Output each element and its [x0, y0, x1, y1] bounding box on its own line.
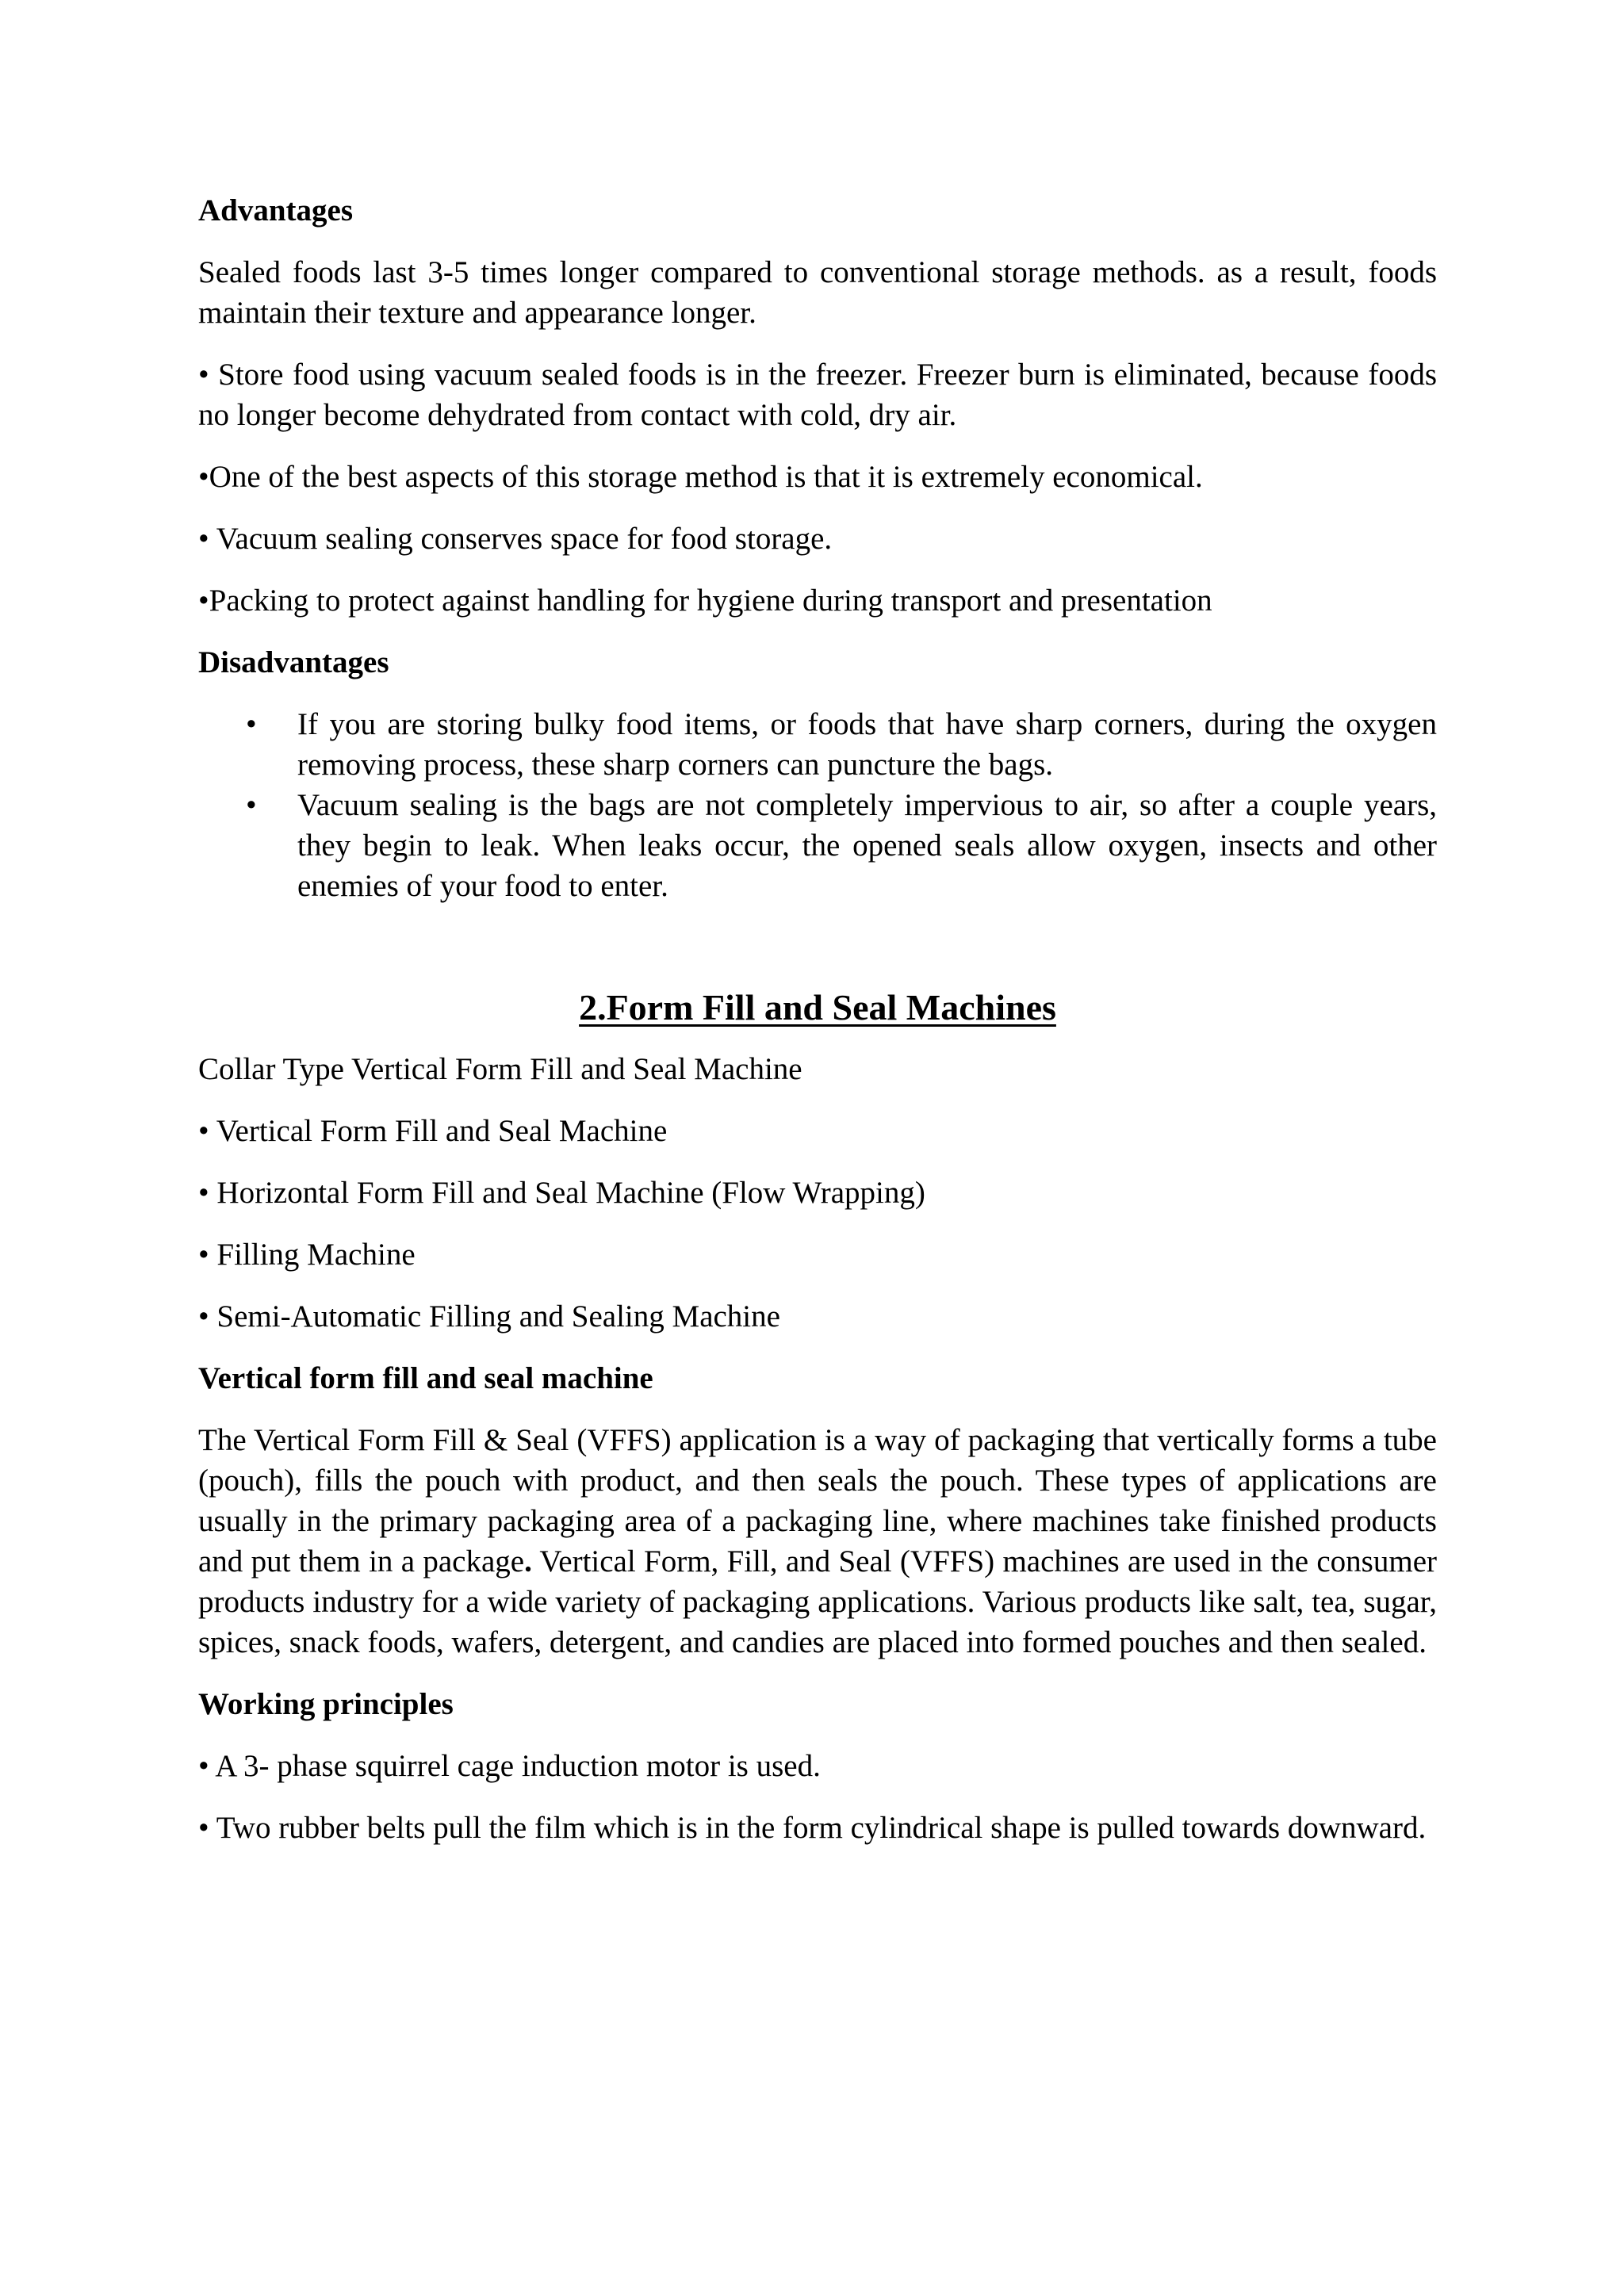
machine-type-item: • Semi-Automatic Filling and Sealing Machine — [198, 1299, 780, 1334]
machine-type-item: Collar Type Vertical Form Fill and Seal Machine — [198, 1052, 802, 1086]
machine-type-item: • Filling Machine — [198, 1238, 416, 1272]
disadvantages-item — [198, 704, 1437, 785]
advantages-point: •One of the best aspects of this storage method is that it is extremely economical. — [198, 460, 1203, 494]
vffs-paragraph — [198, 1420, 1437, 1663]
disadvantages-heading: Disadvantages — [198, 645, 389, 679]
working-principles-heading: Working principles — [198, 1687, 454, 1721]
machine-type-item: • Horizontal Form Fill and Seal Machine (Flow Wrapping) — [198, 1176, 925, 1210]
document-page — [198, 190, 1437, 1869]
working-point: • A 3- phase squirrel cage induction motor is used. — [198, 1749, 821, 1783]
disadvantages-item-text: If you are storing bulky food items, or foods that have sharp corners, during the oxygen removing process, these sharp corners can puncture the bags. — [297, 707, 1437, 782]
section-title-text: 2.Form Fill and Seal Machines — [579, 987, 1056, 1027]
vffs-paragraph-part1: The Vertical Form Fill & Seal (VFFS) application is a way of packaging that vertically forms a tube (pouch), fills the pouch with product, and then seals the pouch. These types of applications are usually in the primary packaging area of a packaging line, where machines take finished products and put them in a package — [198, 1423, 1437, 1578]
advantages-intro: Sealed foods last 3-5 times longer compared to conventional storage methods. as a result, foods maintain their texture and appearance longer. — [198, 255, 1437, 330]
vffs-paragraph-bold-dot: . — [524, 1544, 532, 1578]
vffs-paragraph-part2: Vertical Form, Fill, and Seal (VFFS) machines are used in the consumer products industry for a wide variety of packaging applications. Various products like salt, tea, sugar, spices, snack foods, wafers, detergent, and candies are placed into formed pouches and then sealed. — [198, 1544, 1437, 1659]
advantages-heading: Advantages — [198, 193, 354, 228]
bullet-icon: • — [246, 707, 257, 741]
disadvantages-item — [198, 785, 1437, 906]
working-point: • Two rubber belts pull the film which is in the form cylindrical shape is pulled towards downward. — [198, 1811, 1427, 1845]
disadvantages-item-text: Vacuum sealing is the bags are not completely impervious to air, so after a couple years, they begin to leak. When leaks occur, the opened seals allow oxygen, insects and other enemies of your food to enter. — [297, 788, 1437, 903]
disadvantages-list — [198, 704, 1437, 906]
section-title — [198, 984, 1437, 1031]
advantages-point: • Vacuum sealing conserves space for food storage. — [198, 522, 833, 556]
bullet-icon: • — [246, 788, 257, 822]
advantages-point: •Packing to protect against handling for hygiene during transport and presentation — [198, 584, 1212, 618]
vffs-heading: Vertical form fill and seal machine — [198, 1361, 653, 1395]
advantages-point: • Store food using vacuum sealed foods is in the freezer. Freezer burn is eliminated, because foods no longer become dehydrated from contact with cold, dry air. — [198, 358, 1437, 432]
machine-type-item: • Vertical Form Fill and Seal Machine — [198, 1114, 668, 1148]
